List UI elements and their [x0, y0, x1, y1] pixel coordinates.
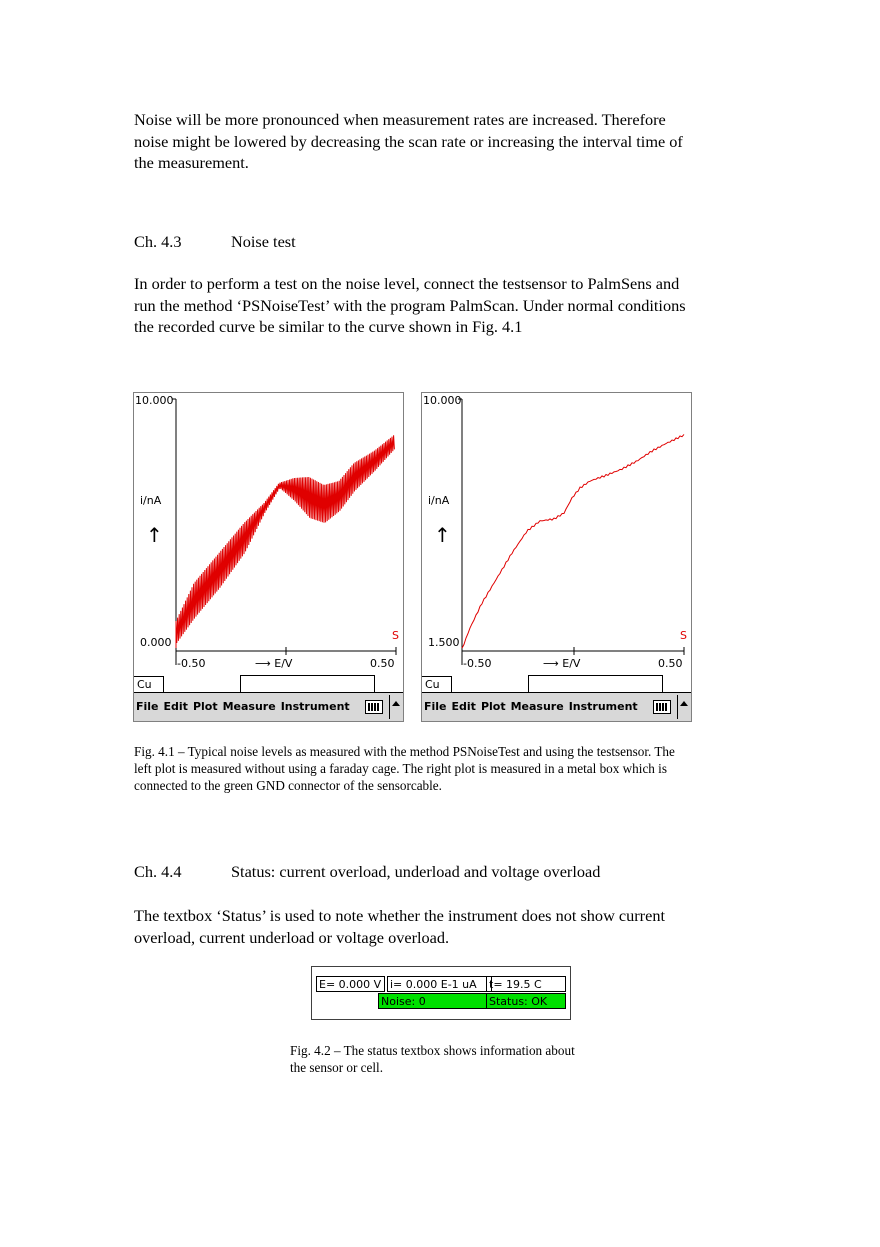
plot-left-no-faraday-cage	[133, 392, 404, 722]
y-axis-max: 10.000	[423, 394, 462, 407]
status-readout: Status: OK	[486, 993, 566, 1009]
s-marker: S	[392, 629, 399, 642]
menu-measure[interactable]: Measure	[222, 700, 276, 713]
menu-file[interactable]: File	[424, 700, 447, 713]
cu-tab[interactable]: Cu	[134, 676, 164, 693]
smooth-curve	[462, 434, 684, 648]
menu-measure[interactable]: Measure	[510, 700, 564, 713]
section-heading-4-3	[134, 231, 296, 252]
scroll-up-icon[interactable]	[392, 701, 400, 706]
potential-readout: E= 0.000 V	[316, 976, 385, 992]
x-axis-min: -0.50	[177, 657, 206, 670]
plot-right-metal-box	[421, 392, 692, 722]
y-axis-min: 0.000	[140, 636, 172, 649]
status-textbox	[311, 966, 571, 1020]
x-axis-label: ⟶ E/V	[543, 657, 581, 670]
scroll-up-icon[interactable]	[680, 701, 688, 706]
menu-separator	[389, 695, 390, 719]
menu-instrument[interactable]: Instrument	[280, 700, 350, 713]
x-axis-max: 0.50	[658, 657, 683, 670]
plot-right-canvas	[422, 393, 691, 693]
menu-bar	[134, 692, 403, 721]
section-title: Noise test	[231, 232, 296, 251]
s-marker: S	[680, 629, 687, 642]
x-axis-label: ⟶ E/V	[255, 657, 293, 670]
section-number: Ch. 4.4	[134, 862, 182, 881]
section-number: Ch. 4.3	[134, 232, 182, 251]
x-axis-min: -0.50	[463, 657, 492, 670]
y-axis-max: 10.000	[135, 394, 174, 407]
status-area	[528, 675, 663, 692]
up-arrow-icon: ↑	[434, 523, 451, 547]
temperature-readout: t= 19.5 C	[486, 976, 566, 992]
figure-4-2-caption: Fig. 4.2 – The status textbox shows information about the sensor or cell.	[290, 1043, 575, 1075]
section-heading-4-4	[134, 861, 600, 882]
menu-separator	[677, 695, 678, 719]
keyboard-icon[interactable]	[653, 700, 671, 714]
menu-edit[interactable]: Edit	[163, 700, 188, 713]
figure-4-1-caption: Fig. 4.1 – Typical noise levels as measured with the method PSNoiseTest and using the testsensor. The left plot is measured without using a faraday cage. The right plot is measured in a metal box which is connected to the green GND connector of the sensorcable.	[134, 744, 675, 793]
menu-edit[interactable]: Edit	[451, 700, 476, 713]
cu-tab[interactable]: Cu	[422, 676, 452, 693]
keyboard-icon[interactable]	[365, 700, 383, 714]
menu-bar	[422, 692, 691, 721]
plot-left-canvas	[134, 393, 403, 693]
noisy-curve	[176, 435, 394, 643]
intro-paragraph: Noise will be more pronounced when measurement rates are increased. Therefore noise might be lowered by decreasing the scan rate or increasing the interval time of the measurement.	[134, 110, 683, 172]
noise-readout: Noise: 0	[378, 993, 487, 1009]
menu-instrument[interactable]: Instrument	[568, 700, 638, 713]
menu-file[interactable]: File	[136, 700, 159, 713]
y-axis-label: i/nA	[140, 494, 162, 507]
y-axis-min: 1.500	[428, 636, 460, 649]
up-arrow-icon: ↑	[146, 523, 163, 547]
noise-test-paragraph: In order to perform a test on the noise level, connect the testsensor to PalmSens and run the method ‘PSNoiseTest’ with the program PalmScan. Under normal conditions the recorded curve be similar to the curve shown in Fig. 4.1	[134, 274, 686, 336]
x-axis-max: 0.50	[370, 657, 395, 670]
status-area	[240, 675, 375, 692]
current-readout: i= 0.000 E-1 uA	[387, 976, 492, 992]
y-axis-label: i/nA	[428, 494, 450, 507]
menu-plot[interactable]: Plot	[480, 700, 506, 713]
status-paragraph: The textbox ‘Status’ is used to note whether the instrument does not show current overload, current underload or voltage overload.	[134, 906, 665, 947]
menu-plot[interactable]: Plot	[192, 700, 218, 713]
section-title: Status: current overload, underload and voltage overload	[231, 862, 601, 881]
